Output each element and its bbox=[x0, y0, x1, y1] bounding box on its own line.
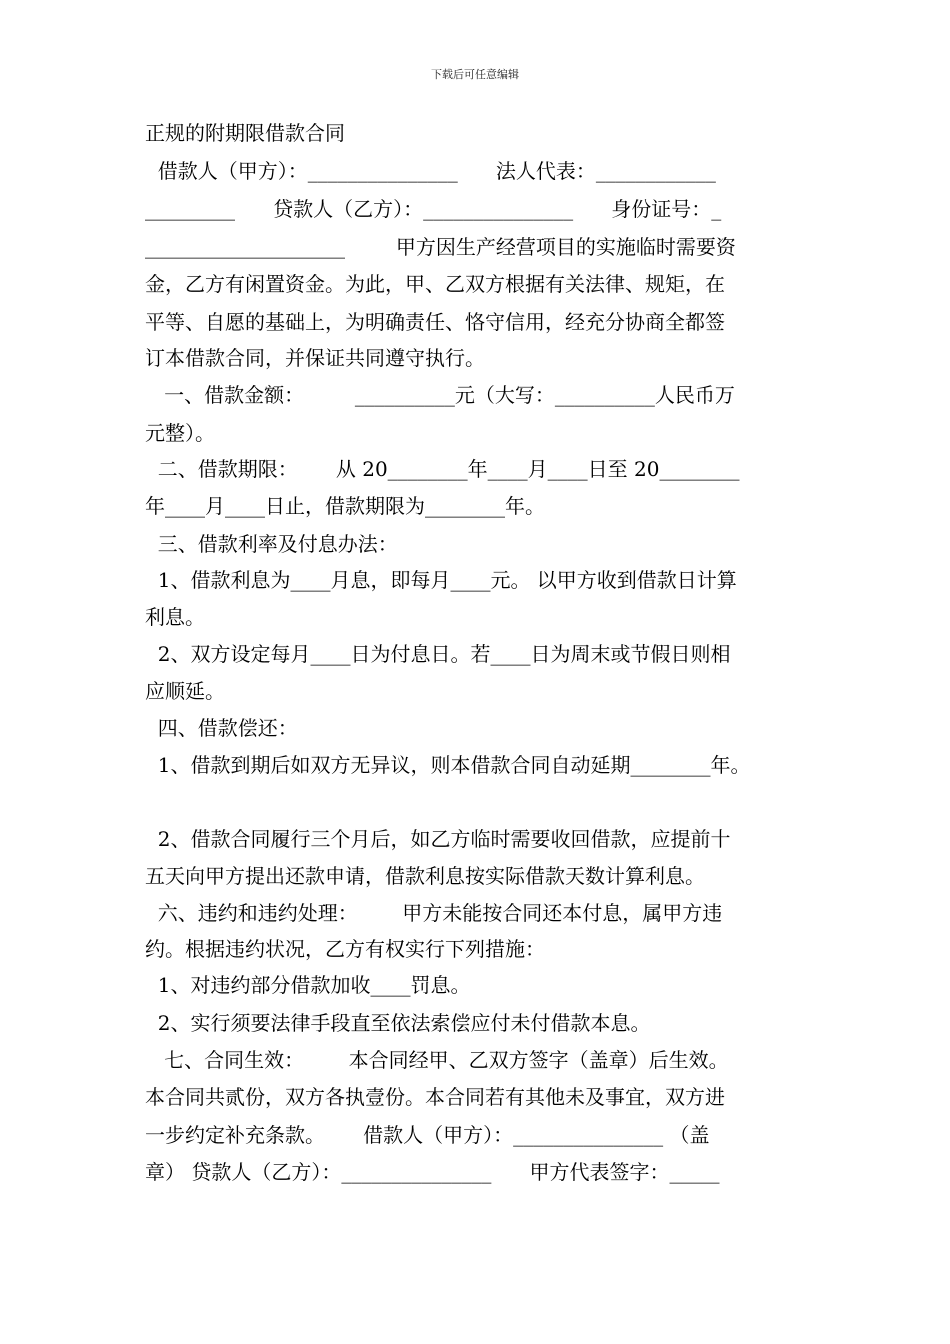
text-line: 七、合同生效： 本合同经甲、乙双方签字（盖章）后生效。 bbox=[145, 1048, 729, 1072]
text-line: 二、借款期限： 从 20________年____月____日至 20________ bbox=[145, 457, 740, 481]
text-line: _________ 贷款人（乙方）：_______________ 身份证号：_ bbox=[145, 197, 722, 221]
text-line: ____________________ 甲方因生产经营项目的实施临时需要资 bbox=[145, 235, 736, 259]
contract-title: 正规的附期限借款合同 bbox=[145, 121, 345, 145]
text-line: 平等、自愿的基础上，为明确责任、恪守信用，经充分协商全都签 bbox=[145, 310, 725, 334]
text-line: 1、借款到期后如双方无异议，则本借款合同自动延期________年。 bbox=[145, 753, 751, 777]
text-line: 四、借款偿还： bbox=[145, 716, 298, 740]
text-line: 六、违约和违约处理： 甲方未能按合同还本付息，属甲方违 bbox=[145, 901, 723, 925]
text-line: 三、借款利率及付息办法： bbox=[145, 532, 398, 556]
text-line: 一步约定补充条款。 借款人（甲方）：_______________ （盖 bbox=[145, 1123, 710, 1147]
text-line: 五天向甲方提出还款申请，借款利息按实际借款天数计算利息。 bbox=[145, 864, 705, 888]
text-line: 2、双方设定每月____日为付息日。若____日为周末或节假日则相 bbox=[145, 642, 731, 666]
text-line: 金，乙方有闲置资金。为此，甲、乙双方根据有关法律、规矩，在 bbox=[145, 272, 725, 296]
text-line: 2、实行须要法律手段直至依法索偿应付未付借款本息。 bbox=[145, 1011, 651, 1035]
text-line: 借款人（甲方）：_______________ 法人代表：____________ bbox=[145, 159, 716, 183]
text-line: 1、借款利息为____月息，即每月____元。 以甲方收到借款日计算 bbox=[145, 568, 737, 592]
text-line: 利息。 bbox=[145, 605, 205, 629]
text-line: 订本借款合同，并保证共同遵守执行。 bbox=[145, 346, 485, 370]
text-line: 1、对违约部分借款加收____罚息。 bbox=[145, 973, 471, 997]
text-line: 一、借款金额： __________元（大写：__________人民币万 bbox=[145, 383, 735, 407]
text-line: 章） 贷款人（乙方）：_______________ 甲方代表签字：_____ bbox=[145, 1160, 720, 1184]
text-line: 本合同共贰份，双方各执壹份。本合同若有其他未及事宜，双方进 bbox=[145, 1085, 725, 1109]
page-header-note: 下载后可任意编辑 bbox=[431, 68, 519, 81]
text-line: 元整）。 bbox=[145, 421, 215, 445]
text-line: 年____月____日止，借款期限为________年。 bbox=[145, 494, 545, 518]
text-line: 应顺延。 bbox=[145, 679, 225, 703]
text-line: 2、借款合同履行三个月后，如乙方临时需要收回借款，应提前十 bbox=[145, 827, 731, 851]
text-line: 约。根据违约状况，乙方有权实行下列措施： bbox=[145, 937, 545, 961]
